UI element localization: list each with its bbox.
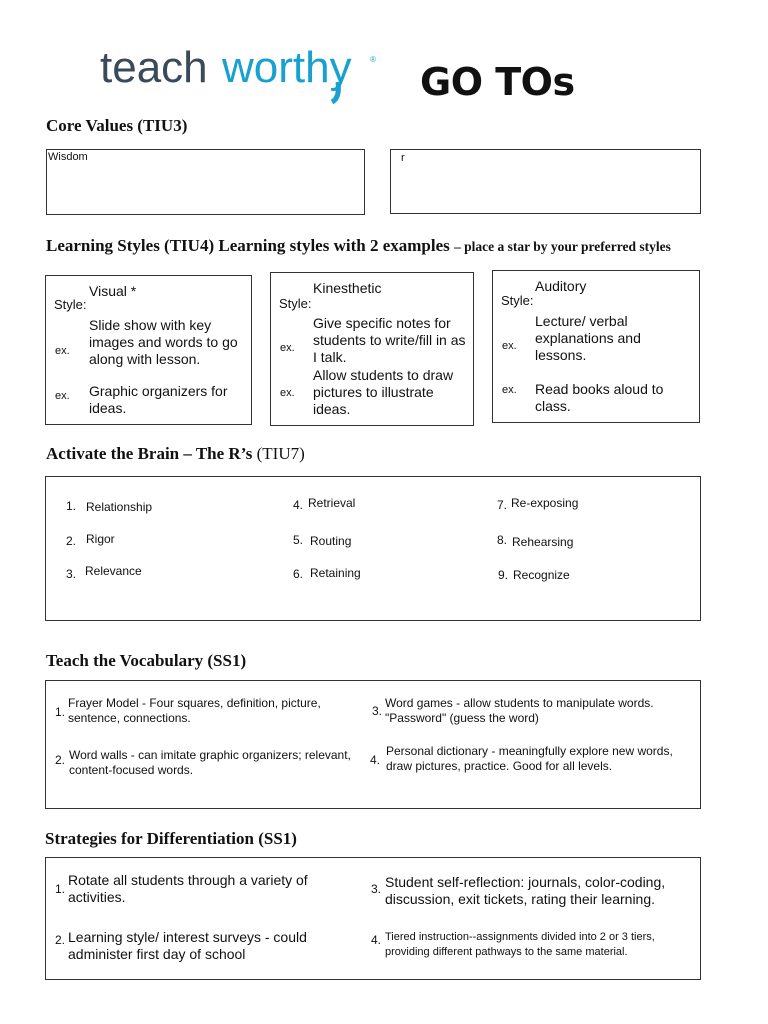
rs-num: 8. <box>497 533 508 547</box>
example-2-text: Read books aloud to class. <box>535 381 664 414</box>
example-2-text: Allow students to draw pictures to illustrate ideas. <box>313 367 454 417</box>
diff-num: 4. <box>371 933 382 947</box>
rs-item: Rehearsing <box>512 535 574 549</box>
diff-num: 3. <box>371 882 382 896</box>
ex-label: ex. <box>280 342 295 354</box>
ex-label: ex. <box>502 384 517 396</box>
vocab-item: Frayer Model - Four squares, definition, picture, sentence, connections. <box>68 696 321 725</box>
rs-item: Retaining <box>310 566 361 580</box>
core-value-box-1[interactable] <box>46 149 365 215</box>
diff-item: Learning style/ interest surveys - could administer first day of school <box>68 929 307 962</box>
example-1-text: Slide show with key images and words to go along with lesson. <box>89 317 238 367</box>
activate-heading-b: The R’s <box>195 444 253 463</box>
vocab-item: Personal dictionary - meaningfully explore new words, draw pictures, practice. Good for all levels. <box>386 744 673 773</box>
logo-registered-mark: ® <box>370 55 376 64</box>
ex-label: ex. <box>280 387 295 399</box>
style-label: Style: <box>501 293 534 308</box>
activate-heading-a: Activate the Brain – <box>46 444 196 463</box>
activate-heading-c: (TIU7) <box>252 444 305 463</box>
example-1-text: Give specific notes for students to write/fill in as I talk. <box>313 315 466 365</box>
vocab-num: 2. <box>55 753 66 767</box>
rs-num: 3. <box>66 567 77 581</box>
logo-worthy-text: worthy <box>222 43 352 92</box>
rs-num: 2. <box>66 534 77 548</box>
rs-item: Retrieval <box>308 496 356 510</box>
core-value-box-2[interactable] <box>390 149 701 214</box>
vocab-item: Word walls - can imitate graphic organizers; relevant, content-focused words. <box>69 748 351 777</box>
learning-styles-heading-suffix: – place a star by your preferred styles <box>454 239 671 254</box>
vocab-item: Word games - allow students to manipulate words. "Password" (guess the word) <box>385 696 654 725</box>
vocab-num: 4. <box>370 753 381 767</box>
logo-teach-text: teach <box>100 43 208 92</box>
rs-box <box>45 476 701 621</box>
diff-num: 2. <box>55 933 66 947</box>
rs-num: 1. <box>66 499 77 513</box>
style-name: Auditory <box>535 278 587 294</box>
rs-item: Relevance <box>85 564 142 578</box>
ex-label: ex. <box>502 340 517 352</box>
core-values-heading: Core Values (TIU3) <box>46 116 188 135</box>
style-name: Visual * <box>89 283 137 299</box>
ex-label: ex. <box>55 345 70 357</box>
rs-num: 9. <box>498 568 509 582</box>
vocabulary-box <box>45 680 701 809</box>
differentiation-heading: Strategies for Differentiation (SS1) <box>45 829 297 848</box>
core-value-1-text: Wisdom <box>48 151 88 163</box>
ex-label: ex. <box>55 390 70 402</box>
learning-style-card-kinesthetic <box>270 272 474 426</box>
learning-style-card-visual <box>45 275 252 425</box>
diff-item: Rotate all students through a variety of activities. <box>68 872 308 905</box>
page-title: GO TOs <box>420 60 575 104</box>
teachworthy-logo <box>100 40 380 110</box>
rs-item: Re-exposing <box>511 496 579 510</box>
learning-style-card-auditory <box>492 270 700 423</box>
vocab-num: 3. <box>372 704 383 718</box>
logo-graphic <box>100 40 380 110</box>
vocab-num: 1. <box>55 705 66 719</box>
learning-styles-heading <box>46 236 671 256</box>
rs-item: Rigor <box>86 532 115 546</box>
activate-brain-heading <box>46 444 305 464</box>
diff-num: 1. <box>55 882 66 896</box>
style-label: Style: <box>279 296 312 311</box>
example-1-text: Lecture/ verbal explanations and lessons. <box>535 313 641 363</box>
vocabulary-heading: Teach the Vocabulary (SS1) <box>46 651 247 670</box>
diff-item: Student self-reflection: journals, color-coding, discussion, exit tickets, rating their learning. <box>385 874 666 907</box>
rs-item: Recognize <box>513 568 570 582</box>
rs-num: 7. <box>497 498 508 512</box>
differentiation-box <box>45 857 701 980</box>
rs-num: 4. <box>293 498 304 512</box>
rs-num: 6. <box>293 567 304 581</box>
style-name: Kinesthetic <box>313 280 382 296</box>
rs-item: Routing <box>310 534 352 548</box>
example-2-text: Graphic organizers for ideas. <box>89 383 228 416</box>
core-value-2-text: r <box>401 152 405 164</box>
diff-item: Tiered instruction--assignments divided into 2 or 3 tiers, providing different pathways to the same material. <box>385 931 655 958</box>
rs-item: Relationship <box>86 500 153 514</box>
style-label: Style: <box>54 297 87 312</box>
learning-styles-heading-main: Learning Styles (TIU4) Learning styles with 2 examples <box>46 236 450 255</box>
rs-num: 5. <box>293 533 304 547</box>
